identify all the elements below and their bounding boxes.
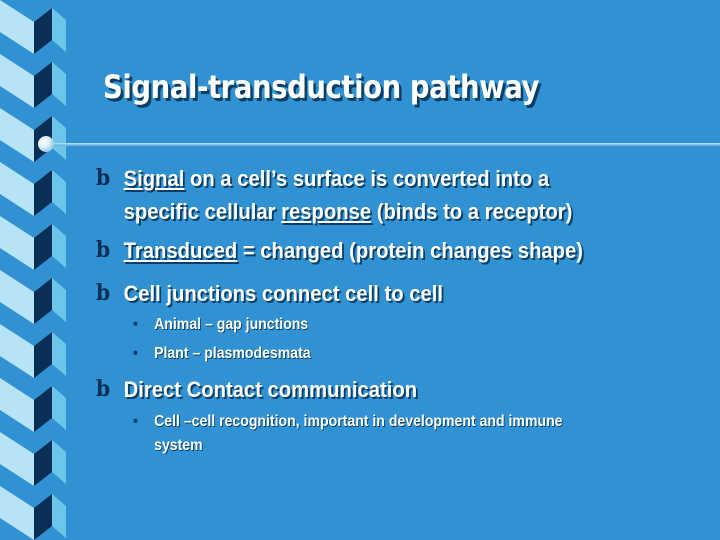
bullet-text: Direct Contact communication (123, 377, 418, 402)
bullet-cell-junctions (96, 277, 648, 310)
bullet-transduced (96, 234, 648, 267)
ribbon-mid-facet (52, 224, 66, 268)
ribbon-light-facet (0, 486, 34, 540)
divider-knob-icon (38, 136, 54, 152)
ribbon-light-facet (0, 54, 34, 108)
ribbon-dark-facet (34, 170, 52, 216)
bullet-marker-icon: b (96, 237, 111, 263)
ribbon-dark-facet (34, 440, 52, 486)
bullet-text-part: on a cell’s surface is converted into a (184, 166, 550, 191)
ribbon-mid-facet (52, 494, 66, 538)
ribbon-dark-facet (34, 278, 52, 324)
bullet-marker-icon: b (96, 165, 111, 191)
ribbon-dark-facet (34, 8, 52, 54)
subbullet-text-part: system (154, 437, 203, 454)
subbullet-cell-recognition (133, 410, 705, 460)
bullet-direct-contact (96, 373, 648, 406)
bullet-text-part: specific cellular (123, 199, 282, 224)
ribbon-mid-facet (52, 170, 66, 214)
subbullet-text: Animal – gap junctions (154, 316, 309, 333)
ribbon-light-facet (0, 162, 34, 216)
ribbon-dark-facet (34, 386, 52, 432)
ribbon-mid-facet (52, 440, 66, 484)
bullet-text-part: = changed (protein changes shape) (237, 238, 584, 263)
ribbon-mid-facet (52, 332, 66, 376)
ribbon-light-facet (0, 432, 34, 486)
ribbon-mid-facet (52, 386, 66, 430)
ribbon-mid-facet (52, 62, 66, 106)
underlined-term: Transduced (123, 238, 238, 263)
ribbon-light-facet (0, 378, 34, 432)
bullet-text (124, 234, 583, 267)
ribbon-light-facet (0, 216, 34, 270)
underlined-term: response (281, 199, 372, 224)
title-divider-line (44, 143, 720, 146)
ribbon-dark-facet (34, 494, 52, 540)
decorative-ribbon (0, 0, 80, 540)
ribbon-mid-facet (52, 278, 66, 322)
subbullet-animal (133, 313, 573, 337)
subbullet-plant (133, 342, 573, 366)
underlined-term: Signal (123, 166, 185, 191)
subbullet-text: Plant – plasmodesmata (154, 345, 311, 362)
subbullet-dot-icon: • (133, 345, 138, 362)
bullet-text: Cell junctions connect cell to cell (123, 281, 444, 306)
ribbon-dark-facet (34, 62, 52, 108)
bullet-signal (96, 162, 648, 228)
ribbon-light-facet (0, 324, 34, 378)
bullet-marker-icon: b (96, 376, 111, 402)
ribbon-light-facet (0, 108, 34, 162)
slide-title: Signal-transduction pathway (103, 68, 540, 106)
ribbon-dark-facet (34, 332, 52, 378)
bullet-text (124, 162, 573, 228)
ribbon-dark-facet (34, 224, 52, 270)
ribbon-mid-facet (52, 116, 66, 160)
subbullet-text (154, 410, 562, 458)
ribbon-light-facet (0, 270, 34, 324)
subbullet-text-part: Cell –cell recognition, important in development and immune (154, 413, 563, 430)
ribbon-light-facet (0, 0, 34, 54)
subbullet-dot-icon: • (133, 413, 138, 430)
bullet-text-part: (binds to a receptor) (371, 199, 573, 224)
bullet-marker-icon: b (96, 280, 111, 306)
ribbon-mid-facet (52, 8, 66, 52)
subbullet-dot-icon: • (133, 316, 138, 333)
